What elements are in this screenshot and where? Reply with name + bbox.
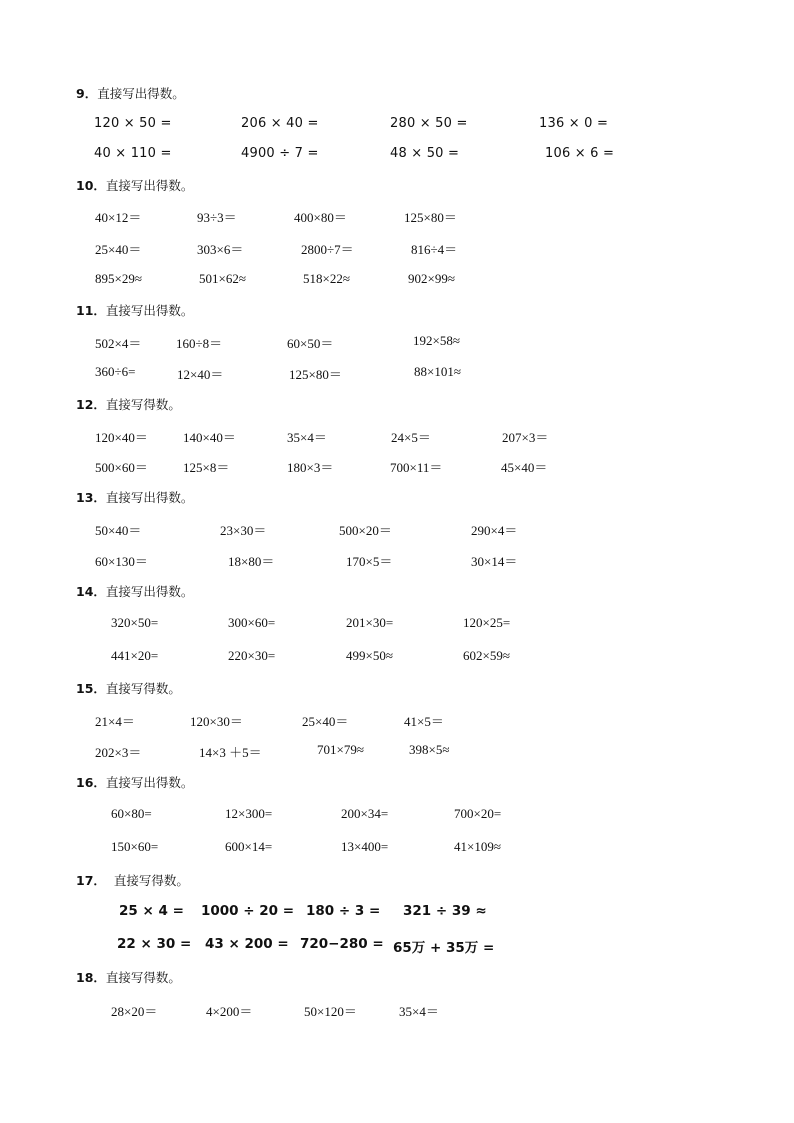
math-exercise: 25×40＝ — [302, 714, 349, 729]
math-exercise: 18×80＝ — [228, 554, 275, 569]
problem-instruction: 直接写出得数。 — [105, 303, 194, 318]
math-exercise: 816÷4＝ — [411, 242, 458, 257]
math-exercise: 280 × 50 = — [390, 116, 468, 131]
math-exercise: 12×300= — [225, 806, 273, 821]
math-exercise: 24×5＝ — [391, 430, 431, 445]
math-exercise: 25 × 4 = — [119, 903, 184, 919]
problem-heading — [76, 301, 193, 319]
math-exercise: 202×3＝ — [95, 745, 142, 760]
math-exercise: 701×79≈ — [317, 742, 364, 757]
problem-instruction: 直接写得数。 — [105, 970, 181, 985]
math-exercise: 60×50＝ — [287, 336, 334, 351]
problem-instruction: 直接写得数。 — [113, 873, 189, 888]
math-exercise: 441×20= — [111, 648, 159, 663]
problem-number: 13． — [76, 490, 106, 505]
math-exercise: 500×60＝ — [95, 460, 148, 475]
problem-instruction: 直接写出得数。 — [105, 584, 194, 599]
math-exercise: 400×80＝ — [294, 210, 347, 225]
math-exercise: 290×4＝ — [471, 523, 518, 538]
problem-number: 17． — [76, 873, 106, 888]
math-exercise: 40×12＝ — [95, 210, 142, 225]
math-exercise: 4900 ÷ 7 = — [241, 146, 319, 161]
math-exercise: 700×11＝ — [390, 460, 443, 475]
problem-number: 14． — [76, 584, 106, 599]
problem-number: 16． — [76, 775, 106, 790]
math-exercise: 136 × 0 = — [539, 116, 609, 131]
math-exercise: 502×4＝ — [95, 336, 142, 351]
problem-instruction: 直接写出得数。 — [105, 178, 194, 193]
problem-number: 11． — [76, 303, 106, 318]
math-exercise: 125×80＝ — [289, 367, 342, 382]
math-exercise: 600×14= — [225, 839, 273, 854]
math-exercise: 321 ÷ 39 ≈ — [403, 903, 487, 919]
math-exercise: 499×50≈ — [346, 648, 393, 663]
math-exercise: 120×25= — [463, 615, 511, 630]
math-exercise: 902×99≈ — [408, 271, 455, 286]
math-exercise: 14×3 ＋5＝ — [199, 745, 262, 760]
math-exercise: 35×4＝ — [399, 1004, 439, 1019]
math-exercise: 35×4＝ — [287, 430, 327, 445]
math-exercise: 201×30= — [346, 615, 394, 630]
math-exercise: 65万 + 35万 = — [393, 940, 495, 956]
math-exercise: 2800÷7＝ — [301, 242, 354, 257]
math-exercise: 120×40＝ — [95, 430, 148, 445]
math-exercise: 48 × 50 = — [390, 146, 460, 161]
math-exercise: 120×30＝ — [190, 714, 243, 729]
problem-instruction: 直接写出得数。 — [105, 490, 194, 505]
math-exercise: 160÷8＝ — [176, 336, 223, 351]
math-exercise: 60×130＝ — [95, 554, 148, 569]
math-exercise: 180 ÷ 3 = — [306, 903, 381, 919]
math-exercise: 41×5＝ — [404, 714, 444, 729]
problem-heading — [76, 582, 193, 600]
problem-number: 9． — [76, 86, 98, 101]
math-exercise: 21×4＝ — [95, 714, 135, 729]
math-exercise: 12×40＝ — [177, 367, 224, 382]
math-exercise: 200×34= — [341, 806, 389, 821]
math-exercise: 4×200＝ — [206, 1004, 253, 1019]
problem-heading — [76, 488, 193, 506]
math-exercise: 125×8＝ — [183, 460, 230, 475]
problem-number: 18． — [76, 970, 106, 985]
problem-heading — [76, 176, 193, 194]
math-exercise: 500×20＝ — [339, 523, 392, 538]
problem-instruction: 直接写得数。 — [105, 397, 181, 412]
math-exercise: 41×109≈ — [454, 839, 501, 854]
math-exercise: 45×40＝ — [501, 460, 548, 475]
math-exercise: 180×3＝ — [287, 460, 334, 475]
math-exercise: 518×22≈ — [303, 271, 350, 286]
problem-heading — [76, 84, 185, 102]
math-exercise: 300×60= — [228, 615, 276, 630]
math-exercise: 120 × 50 = — [94, 116, 172, 131]
problem-number: 15． — [76, 681, 106, 696]
math-exercise: 50×40＝ — [95, 523, 142, 538]
problem-number: 12． — [76, 397, 106, 412]
math-exercise: 1000 ÷ 20 = — [201, 903, 295, 919]
problem-instruction: 直接写出得数。 — [97, 86, 185, 101]
math-exercise: 40 × 110 = — [94, 146, 172, 161]
math-exercise: 360÷6= — [95, 364, 136, 379]
problem-heading — [76, 395, 181, 413]
math-exercise: 140×40＝ — [183, 430, 236, 445]
math-exercise: 220×30= — [228, 648, 276, 663]
math-exercise: 93÷3＝ — [197, 210, 237, 225]
problem-number: 10． — [76, 178, 106, 193]
math-exercise: 398×5≈ — [409, 742, 450, 757]
math-exercise: 30×14＝ — [471, 554, 518, 569]
problem-heading — [76, 968, 181, 986]
math-exercise: 192×58≈ — [413, 333, 460, 348]
math-exercise: 23×30＝ — [220, 523, 267, 538]
problem-instruction: 直接写出得数。 — [105, 775, 194, 790]
math-exercise: 602×59≈ — [463, 648, 510, 663]
math-exercise: 170×5＝ — [346, 554, 393, 569]
problem-heading — [76, 773, 193, 791]
math-exercise: 720−280 = — [300, 936, 384, 952]
math-exercise: 106 × 6 = — [545, 146, 615, 161]
math-exercise: 501×62≈ — [199, 271, 246, 286]
math-exercise: 206 × 40 = — [241, 116, 319, 131]
math-exercise: 125×80＝ — [404, 210, 457, 225]
math-exercise: 88×101≈ — [414, 364, 461, 379]
math-exercise: 207×3＝ — [502, 430, 549, 445]
math-exercise: 150×60= — [111, 839, 159, 854]
math-exercise: 895×29≈ — [95, 271, 142, 286]
problem-heading — [76, 871, 189, 889]
problem-instruction: 直接写得数。 — [105, 681, 181, 696]
math-exercise: 13×400= — [341, 839, 389, 854]
math-exercise: 50×120＝ — [304, 1004, 357, 1019]
math-exercise: 22 × 30 = — [117, 936, 192, 952]
math-exercise: 700×20= — [454, 806, 502, 821]
math-exercise: 320×50= — [111, 615, 159, 630]
math-exercise: 28×20＝ — [111, 1004, 158, 1019]
math-exercise: 43 × 200 = — [205, 936, 289, 952]
problem-heading — [76, 679, 181, 697]
math-exercise: 60×80= — [111, 806, 152, 821]
math-exercise: 25×40＝ — [95, 242, 142, 257]
math-exercise: 303×6＝ — [197, 242, 244, 257]
